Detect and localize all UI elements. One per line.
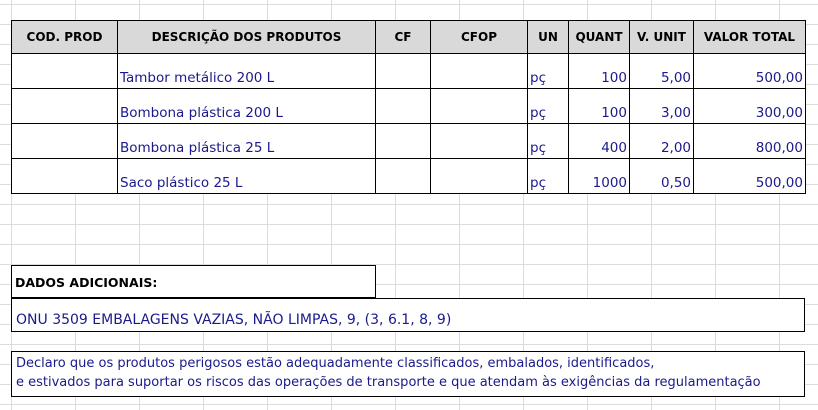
cell-quant[interactable]: 1000 (569, 159, 630, 194)
table-row (12, 89, 806, 124)
cell-v-unit[interactable]: 3,00 (630, 89, 694, 124)
header-quant[interactable]: QUANT (569, 21, 630, 54)
cell-valor-total[interactable]: 500,00 (694, 54, 806, 89)
cell-cfop[interactable] (431, 54, 528, 89)
cell-un[interactable]: pç (528, 89, 569, 124)
cell-cf[interactable] (376, 159, 431, 194)
cell-descricao[interactable]: Bombona plástica 25 L (118, 124, 376, 159)
cell-cod-prod[interactable] (12, 124, 118, 159)
header-valor-total[interactable]: VALOR TOTAL (694, 21, 806, 54)
header-descricao[interactable]: DESCRIÇÃO DOS PRODUTOS (118, 21, 376, 54)
cell-cod-prod[interactable] (12, 54, 118, 89)
cell-quant[interactable]: 400 (569, 124, 630, 159)
cell-quant[interactable]: 100 (569, 54, 630, 89)
declaration-line-1: Declaro que os produtos perigosos estão adequadamente classificados, embalados, identificados, (16, 356, 655, 371)
cell-valor-total[interactable]: 300,00 (694, 89, 806, 124)
cell-un[interactable]: pç (528, 54, 569, 89)
cell-cfop[interactable] (431, 124, 528, 159)
table-row (12, 124, 806, 159)
cell-cod-prod[interactable] (12, 159, 118, 194)
onu-classification-cell[interactable]: ONU 3509 EMBALAGENS VAZIAS, NÃO LIMPAS, 9, (3, 6.1, 8, 9) (11, 298, 805, 332)
header-v-unit[interactable]: V. UNIT (630, 21, 694, 54)
cell-cf[interactable] (376, 124, 431, 159)
cell-v-unit[interactable]: 5,00 (630, 54, 694, 89)
cell-descricao[interactable]: Tambor metálico 200 L (118, 54, 376, 89)
declaration-cell[interactable] (11, 351, 805, 397)
cell-un[interactable]: pç (528, 159, 569, 194)
table-row (12, 54, 806, 89)
cell-valor-total[interactable]: 500,00 (694, 159, 806, 194)
cell-cod-prod[interactable] (12, 89, 118, 124)
cell-un[interactable]: pç (528, 124, 569, 159)
cell-descricao[interactable]: Bombona plástica 200 L (118, 89, 376, 124)
cell-quant[interactable]: 100 (569, 89, 630, 124)
cell-cf[interactable] (376, 89, 431, 124)
products-table (11, 20, 806, 194)
cell-cfop[interactable] (431, 89, 528, 124)
header-cfop[interactable]: CFOP (431, 21, 528, 54)
table-row (12, 159, 806, 194)
cell-cfop[interactable] (431, 159, 528, 194)
cell-cf[interactable] (376, 54, 431, 89)
cell-descricao[interactable]: Saco plástico 25 L (118, 159, 376, 194)
header-cod-prod[interactable]: COD. PROD (12, 21, 118, 54)
cell-v-unit[interactable]: 0,50 (630, 159, 694, 194)
header-row (12, 21, 806, 54)
cell-valor-total[interactable]: 800,00 (694, 124, 806, 159)
cell-v-unit[interactable]: 2,00 (630, 124, 694, 159)
declaration-line-2: e estivados para suportar os riscos das operações de transporte e que atendam às exigências da regulamentação (16, 375, 761, 390)
header-cf[interactable]: CF (376, 21, 431, 54)
dados-adicionais-title[interactable]: DADOS ADICIONAIS: (11, 265, 376, 298)
header-un[interactable]: UN (528, 21, 569, 54)
